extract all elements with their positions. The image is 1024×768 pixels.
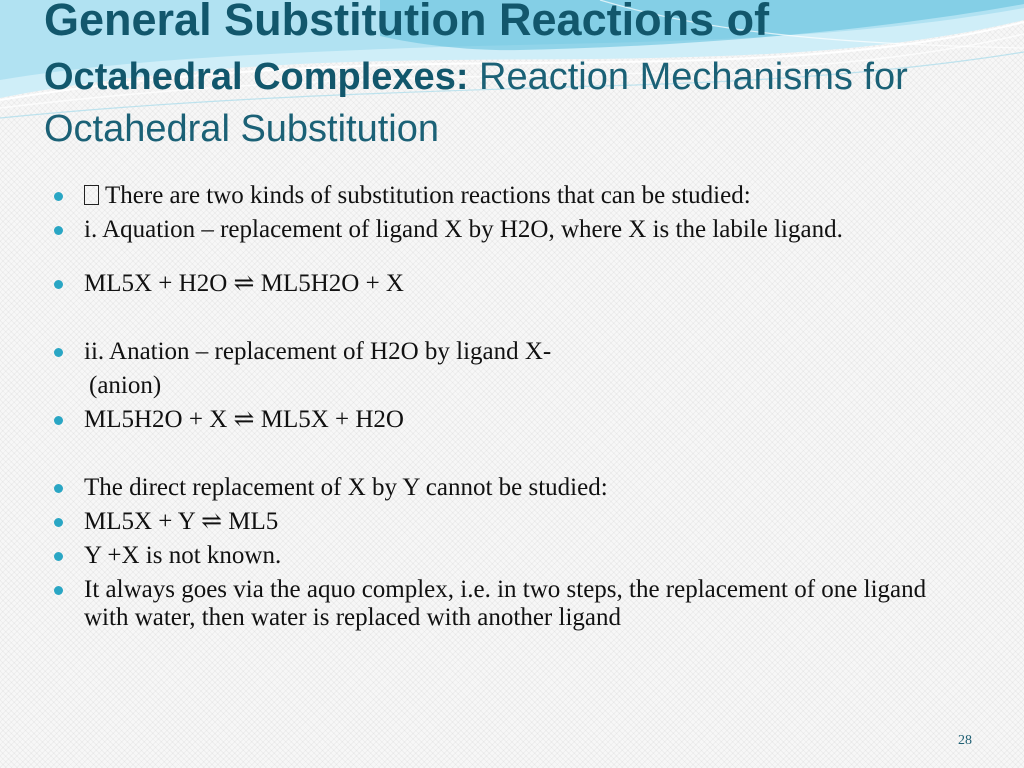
bullet-text: ML5X + H2O ⇌ ML5H2O + X — [84, 270, 404, 297]
list-item — [54, 508, 974, 536]
bullet-dot-icon — [54, 226, 63, 235]
bullet-text: i. Aquation – replacement of ligand X by H2O, where X is the labile ligand. — [84, 216, 843, 243]
page-number: 28 — [958, 733, 972, 748]
title-line-3: Octahedral Substitution — [44, 108, 440, 150]
title-line-2-normal: Reaction Mechanisms for — [468, 56, 908, 98]
bullet-text: There are two kinds of substitution reactions that can be studied: — [105, 182, 751, 209]
list-item — [54, 270, 974, 298]
list-item — [54, 216, 974, 244]
bullet-text: The direct replacement of X by Y cannot be studied: — [84, 474, 608, 501]
bullet-text: ii. Anation – replacement of H2O by ligand X- — [84, 338, 552, 365]
list-item — [54, 182, 974, 210]
list-item — [54, 406, 974, 434]
bullet-dot-icon — [54, 518, 63, 527]
list-item — [54, 576, 974, 632]
bullet-dot-icon — [54, 280, 63, 289]
bullet-text: ML5X + Y ⇌ ML5 — [84, 508, 279, 535]
bullet-dot-icon — [54, 552, 63, 561]
title-line-2-bold: Octahedral Complexes: — [44, 56, 469, 98]
bullet-list — [54, 180, 974, 632]
title-line-1: General Substitution Reactions of — [44, 0, 770, 45]
list-item-continuation: (anion) — [89, 372, 162, 399]
bullet-dot-icon — [54, 586, 63, 595]
bullet-text: It always goes via the aquo complex, i.e. in two steps, the replacement of one ligand with water, then water is replaced with another ligand — [84, 576, 927, 631]
bullet-dot-icon — [54, 192, 63, 201]
bullet-dot-icon — [54, 416, 63, 425]
bullet-text: ML5H2O + X ⇌ ML5X + H2O — [84, 406, 404, 433]
bullet-dot-icon — [54, 484, 63, 493]
bullet-text: Y +X is not known. — [84, 542, 282, 569]
slide-title — [44, 0, 1004, 155]
missing-glyph-icon — [84, 185, 99, 205]
list-item — [54, 338, 974, 366]
bullet-dot-icon — [54, 348, 63, 357]
list-item — [54, 474, 974, 502]
list-item — [54, 542, 974, 570]
title-line-2 — [44, 51, 1004, 103]
